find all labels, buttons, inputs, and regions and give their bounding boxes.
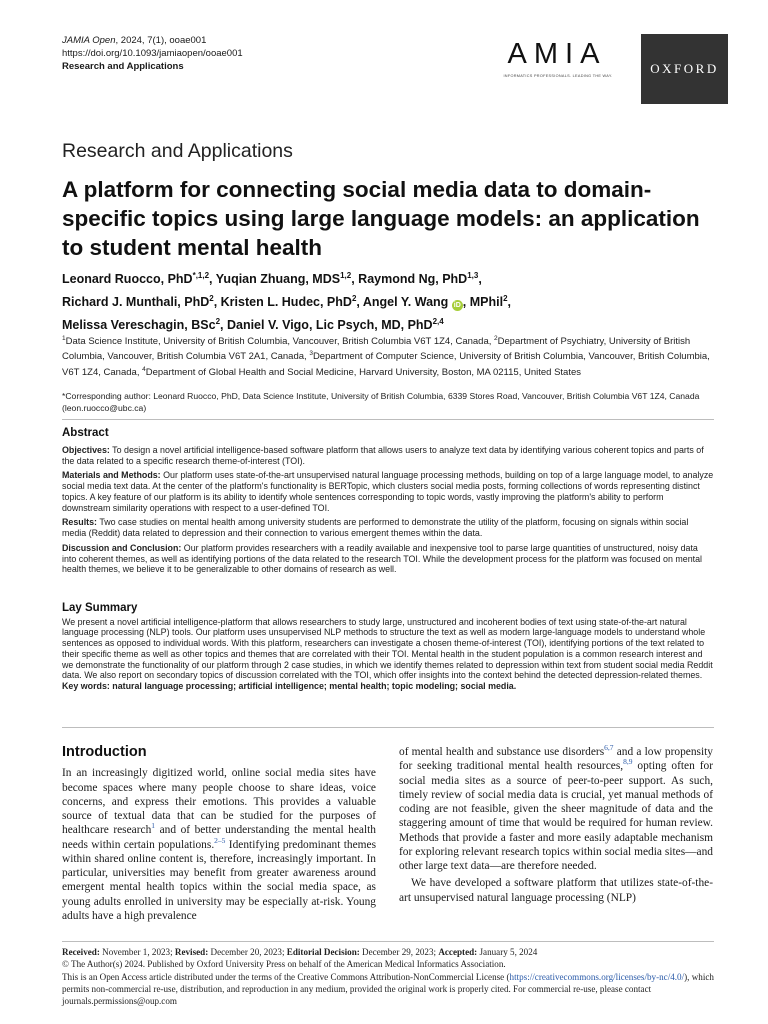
author-affil: 2 <box>351 294 357 304</box>
affiliation: Department of Computer Science, University of British Columbia, Vancouver, British Columbia, V6T 1Z4, Canada, <box>62 351 710 379</box>
abstract <box>62 428 714 579</box>
amia-logo-text: AMIA <box>507 38 607 70</box>
author[interactable]: Kristen L. Hudec, PhD <box>220 295 352 310</box>
intro-text: Identifying predominant themes within shared online content is, therefore, increasingly important. In particular, universities may benefit from greater awareness around emergent mental health topics within the social media space, as young adults enrolled in university may be especially at-risk. Young adults have a high prevalence <box>62 838 376 922</box>
author[interactable]: Angel Y. Wang <box>362 295 449 310</box>
journal-name: JAMIA Open <box>62 35 116 46</box>
intro-text: of mental health and substance use disorders <box>399 746 605 758</box>
introduction-heading: Introduction <box>62 744 147 760</box>
author-affil: 2 <box>215 317 221 327</box>
divider <box>62 727 714 728</box>
oxford-logo-text: OXFORD <box>650 61 719 76</box>
abstract-text: Two case studies on mental health among university students are performed to demonstrate the utility of the platform, focusing on signals within social media (Reddit) data related to depression and their connection to various emergent themes within the data. <box>62 517 689 538</box>
abstract-heading: Abstract <box>62 427 109 439</box>
affil-number: 4 <box>142 365 146 373</box>
author[interactable]: Melissa Vereschagin, BSc <box>62 318 216 333</box>
intro-paragraph <box>62 766 376 923</box>
abstract-text: Our platform uses state-of-the-art unsupervised natural language processing methods, building on top of a large language model, to analyze social media text data. At the center of the platform's functionality is BERTopic, which clusters social media posts, forming collections of words representing distinct topics. A key feature of our platform is its ability to identify whole sentences corresponding to topic words, vastly improving the platform's ability to perform downstream similarity operations with respect to a user-defined TOI. <box>62 470 714 513</box>
intro-paragraph <box>399 745 713 873</box>
intro-paragraph: We have developed a software platform that utilizes state-of-the-art unsupervised natural language processing (NLP) <box>399 877 713 904</box>
date-label: Received: <box>62 947 100 957</box>
author-affil: 2 <box>209 294 214 304</box>
author[interactable]: Raymond Ng, PhD <box>358 272 468 287</box>
citation-link[interactable]: 8,9 <box>623 757 633 767</box>
oxford-logo <box>641 34 728 104</box>
author-affil: 1,3 <box>467 271 479 280</box>
article-dates <box>62 946 722 958</box>
intro-left-column <box>62 745 376 923</box>
license-text: ), which permits non-commercial re-use, distribution, and reproduction in any medium, provided the original work is properly cited. For commercial re-use, please contact journals.permissions@oup.com <box>62 971 714 1007</box>
license-link[interactable]: https://creativecommons.org/licenses/by-nc/4.0/ <box>509 971 685 982</box>
abstract-methods <box>62 470 714 513</box>
author-affil: 1,2 <box>340 271 352 280</box>
author-affil: 2 <box>503 294 508 304</box>
intro-right-column <box>399 745 713 905</box>
abstract-label: Materials and Methods: <box>62 470 161 481</box>
affiliation: Data Science Institute, University of British Columbia, Vancouver, British Columbia V6T 1Z4, Canada, <box>65 336 495 348</box>
orcid-icon[interactable]: iD <box>453 302 461 310</box>
lay-summary <box>62 603 714 692</box>
date-label: Editorial Decision: <box>286 947 360 957</box>
divider <box>62 419 714 420</box>
author[interactable]: Richard J. Munthali, PhD <box>62 295 210 310</box>
intro-text: In an increasingly digitized world, online social media sites have become spaces where many people choose to share ideas, voice concerns, and express their emotions. This provides a valuable source of textual data that can be studied for the purposes of healthcare research <box>62 767 376 837</box>
author[interactable]: Yuqian Zhuang, MDS <box>215 272 341 287</box>
abstract-label: Results: <box>62 517 98 528</box>
author[interactable]: Daniel V. Vigo, Lic Psych, MD, PhD <box>226 318 433 333</box>
date-value: January 5, 2024 <box>477 947 538 957</box>
abstract-label: Discussion and Conclusion: <box>62 542 182 553</box>
article-footer <box>62 946 722 1007</box>
keywords-text: natural language processing; artificial intelligence; mental health; topic modeling; social media. <box>109 680 517 691</box>
intro-text: and of better understanding the mental health needs within certain populations. <box>62 824 377 851</box>
author-list: Leonard Ruocco, PhD$^{*,1,2}$, Yuqian Zhuang, MDS$^{1,2}$, Raymond Ng, PhD$^{1,3}$, Richard J. Munthali, PhD$^2$, Kristen L. Hudec, PhD$^2$, Angel Y. Wang iD , MPhil$^2$, Melissa Vereschagin, BSc$^2$, Daniel V. Vigo, Lic Psych, MD, PhD$^{2,4}$ <box>62 271 512 333</box>
lay-summary-text: We present a novel artificial intelligence-platform that allows researchers to study large, unstructured and incoherent bodies of text using state-of-the-art natural language processing (NLP) tools. Our platform uses unsupervised NLP methods to structure the text as well as modern large-language models to understand whole sentences as opposed to individual words. With this platform, researchers can investigate a chosen theme-of-interest (TOI), identifying portions of the text related to their specific theme as well as other topics and themes that are correlated with their TOI. Mental health in the student population is a common research interest and we demonstrate the functionality of our platform through 2 case studies, in which we identify themes related to depression within text from student social media Reddit data. We also report on secondary topics of discussion correlated with the TOI, which offer insights into the context behind the detected depression-related themes. <box>62 616 713 681</box>
affiliation: Department of Global Health and Social Medicine, Harvard University, Boston, MA 02115, United States <box>145 367 582 379</box>
citation-link[interactable]: 2–5 <box>214 835 226 845</box>
section-label: Research and Applications <box>62 61 184 72</box>
license-text: This is an Open Access article distributed under the terms of the Creative Commons Attribution-NonCommercial License ( <box>62 971 510 982</box>
affiliation: Department of Psychiatry, University of British Columbia, Vancouver, British Columbia V6T 2A1, Canada, <box>62 336 691 363</box>
date-value: November 1, 2023; <box>99 947 175 957</box>
abstract-text: Our platform provides researchers with a readily available and inexpensive tool to parse large quantities of unstructured, noisy data into coherent themes, as well as identifying portions of the data related to the research TOI. While the development process for the platform was focused on mental health themes, we believe it to be generalizable to other domains of research as well. <box>62 542 703 575</box>
copyright: © The Author(s) 2024. Published by Oxford University Press on behalf of the American Medical Informatics Association. <box>62 959 506 970</box>
license <box>62 971 722 1008</box>
corresponding-author: *Corresponding author: Leonard Ruocco, PhD, Data Science Institute, University of British Columbia, 6339 Stores Road, Vancouver, British Columbia V6T 1Z4, Canada (leon.ruocco@ubc.ca) <box>62 391 700 413</box>
affil-number: 3 <box>309 350 313 358</box>
lay-summary-heading: Lay Summary <box>62 602 138 614</box>
intro-text: and a low propensity for seeking traditional mental health resources, <box>399 746 713 773</box>
citation-link[interactable]: 6,7 <box>604 743 614 753</box>
date-label: Accepted: <box>438 947 478 957</box>
divider <box>62 941 714 942</box>
date-value: December 29, 2023; <box>359 947 439 957</box>
affiliations <box>62 333 714 379</box>
author: MPhil <box>469 295 504 310</box>
abstract-results <box>62 517 714 539</box>
abstract-label: Objectives: <box>62 444 110 455</box>
author-affil: 2,4 <box>432 317 444 327</box>
author[interactable]: Leonard Ruocco, PhD <box>62 272 193 287</box>
abstract-objectives <box>62 445 714 467</box>
date-value: December 20, 2023; <box>208 947 287 957</box>
keywords <box>62 681 714 692</box>
citation-details: , 2024, 7(1), ooae001 <box>115 35 207 46</box>
intro-text: opting often for social media sites as a source of peer-to-peer support. As such, timely review of social media data is crucial, yet manual methods of coding are not feasible, given the sheer magnitude of data and the staggering amount of time that would be required for human review. Methods that provide a faster and more easily adaptable mechanism for exploring relevant research topics within social media sites—and other large text data—are therefore needed. <box>399 760 713 872</box>
article-title: A platform for connecting social media data to domain-specific topics using large language models: an application to student mental health <box>62 177 700 260</box>
article-kicker: Research and Applications <box>62 140 293 162</box>
amia-tagline: INFORMATICS PROFESSIONALS. LEADING THE WAY. <box>503 74 613 78</box>
abstract-discussion <box>62 543 714 575</box>
doi-link[interactable]: https://doi.org/10.1093/jamiaopen/ooae001 <box>62 48 243 59</box>
abstract-text: To design a novel artificial intelligence-based software platform that allows users to analyze text data by identifying various coherent topics and parts of the data related to a specific research theme-of-interest (TOI). <box>62 444 704 466</box>
author-affil: *,1,2 <box>192 271 210 280</box>
affil-number: 1 <box>62 335 66 342</box>
affil-number: 2 <box>494 335 498 342</box>
keywords-label: Key words: <box>62 680 110 691</box>
amia-logo <box>492 34 622 82</box>
citation-link[interactable]: 1 <box>151 821 156 831</box>
date-label: Revised: <box>174 947 209 957</box>
